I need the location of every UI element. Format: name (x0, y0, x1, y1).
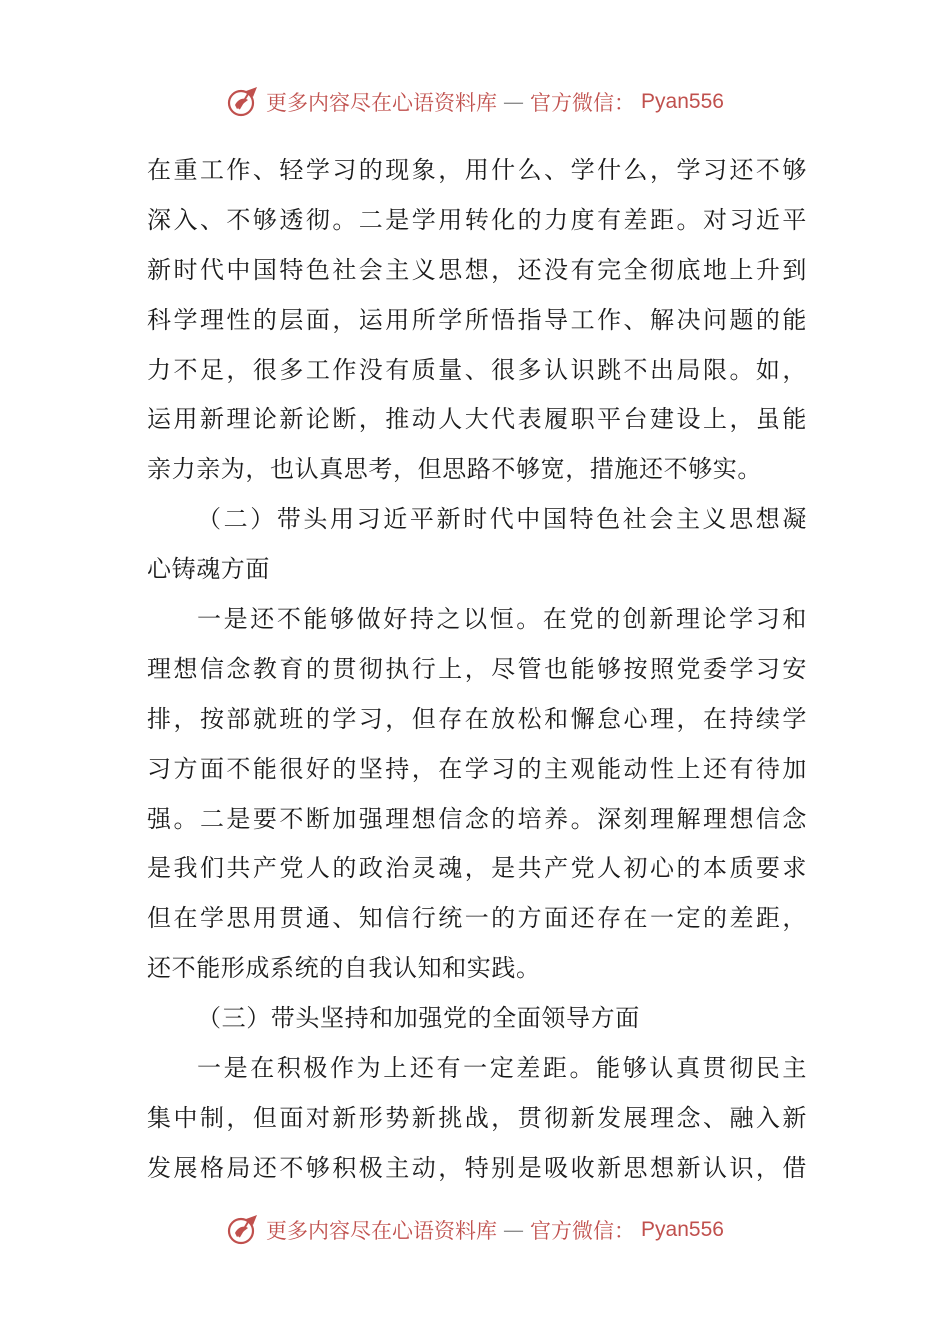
text-line: 力不足，很多工作没有质量、很多认识跳不出局限。如， (147, 355, 807, 384)
pen-seal-icon (226, 85, 260, 119)
text-line: 但在学思用贯通、知信行统一的方面还存在一定的差距， (147, 904, 807, 933)
text-line: 习方面不能很好的坚持，在学习的主观能动性上还有待加 (147, 754, 807, 783)
section-heading-2: （二）带头用习近平新时代中国特色社会主义思想凝 (197, 505, 807, 534)
footer-contact-label: 官方微信： (530, 1219, 636, 1243)
text-line: 排，按部就班的学习，但存在放松和懈怠心理，在持续学 (147, 704, 807, 733)
text-line: 还不能形成系统的自我认知和实践。 (147, 954, 541, 983)
text-line: 理想信念教育的贯彻执行上，尽管也能够按照党委学习安 (147, 654, 807, 683)
section-heading-3: （三）带头坚持和加强党的全面领导方面 (197, 1004, 640, 1033)
text-line: 运用新理论新论断，推动人大代表履职平台建设上，虽能 (147, 405, 807, 434)
footer-separator: — (503, 1218, 525, 1242)
text-line: 新时代中国特色社会主义思想，还没有完全彻底地上升到 (147, 255, 807, 284)
header-title: 更多内容尽在心语资料库 (266, 91, 498, 115)
text-line: 在重工作、轻学习的现象，用什么、学什么，学习还不够 (147, 156, 807, 184)
section-heading-2-cont: 心铸魂方面 (147, 555, 270, 584)
header-banner (0, 82, 950, 122)
footer-banner (0, 1210, 950, 1250)
header-handle: Pyan556 (641, 90, 724, 113)
text-line: 集中制，但面对新形势新挑战，贯彻新发展理念、融入新 (147, 1103, 807, 1132)
text-line: 强。二是要不断加强理想信念的培养。深刻理解理想信念 (147, 804, 807, 833)
paragraph-start: 一是还不能够做好持之以恒。在党的创新理论学习和 (197, 605, 807, 634)
header-separator: — (503, 90, 525, 114)
document-body (147, 146, 807, 1194)
paragraph-start: 一是在积极作为上还有一定差距。能够认真贯彻民主 (197, 1054, 807, 1083)
text-line: 是我们共产党人的政治灵魂，是共产党人初心的本质要求 (147, 854, 807, 883)
text-line: 科学理性的层面，运用所学所悟指导工作、解决问题的能 (147, 305, 807, 334)
text-line: 深入、不够透彻。二是学用转化的力度有差距。对习近平 (147, 205, 807, 234)
footer-handle: Pyan556 (641, 1218, 724, 1241)
text-line: 亲力亲为，也认真思考，但思路不够宽，措施还不够实。 (147, 455, 762, 484)
pen-seal-icon (226, 1213, 260, 1247)
footer-title: 更多内容尽在心语资料库 (266, 1219, 498, 1243)
text-line: 发展格局还不够积极主动，特别是吸收新思想新认识，借 (147, 1153, 807, 1182)
header-contact-label: 官方微信： (530, 91, 636, 115)
